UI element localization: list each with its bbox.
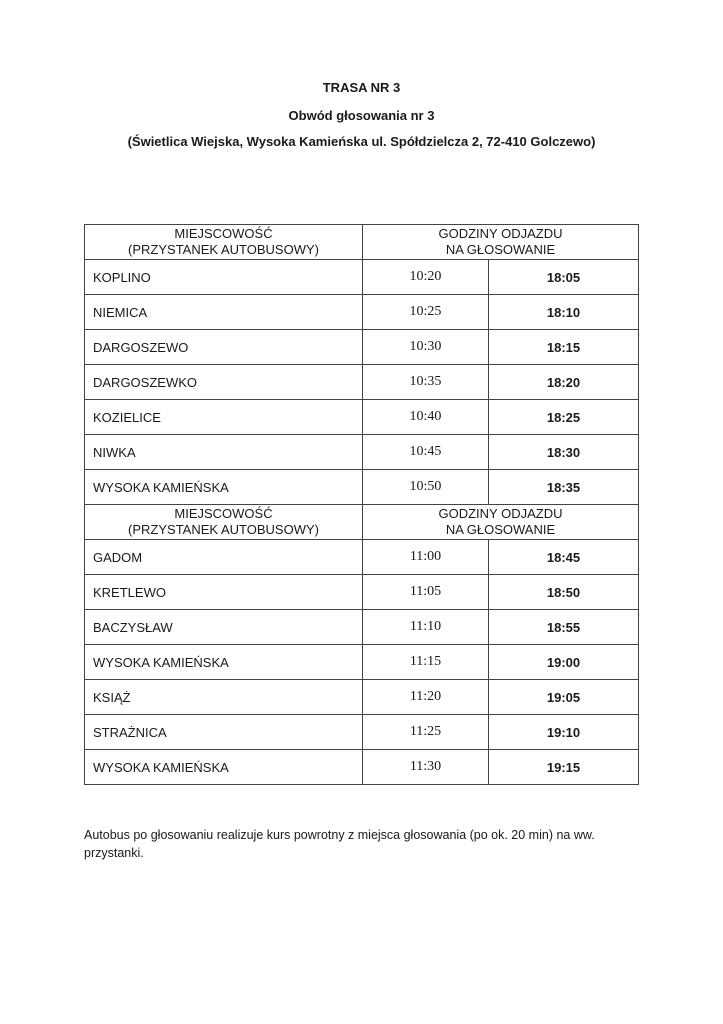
stop-name: DARGOSZEWO: [85, 330, 363, 365]
departure-time-1: 11:00: [363, 540, 489, 575]
departure-time-2: 19:10: [489, 715, 639, 750]
place-column-header: [85, 225, 363, 260]
times-header-line1: GODZINY ODJAZDU: [438, 226, 563, 241]
table-header: [85, 505, 639, 540]
table-row: [85, 645, 639, 680]
stop-name: BACZYSŁAW: [85, 610, 363, 645]
departure-time-1: 10:50: [363, 470, 489, 505]
departure-time-2: 18:50: [489, 575, 639, 610]
place-header-line1: MIEJSCOWOŚĆ: [174, 506, 273, 521]
page-subtitle: Obwód głosowania nr 3: [288, 108, 435, 123]
departure-time-1: 10:45: [363, 435, 489, 470]
departure-time-1: 10:30: [363, 330, 489, 365]
table-row: [85, 435, 639, 470]
table-row: [85, 400, 639, 435]
stop-name: NIWKA: [85, 435, 363, 470]
departure-time-2: 19:15: [489, 750, 639, 785]
place-column-header: [85, 505, 363, 540]
table-row: [85, 295, 639, 330]
place-header-line2: (PRZYSTANEK AUTOBUSOWY): [128, 522, 319, 537]
table-row: [85, 610, 639, 645]
table-row: [85, 470, 639, 505]
departure-time-1: 11:05: [363, 575, 489, 610]
departure-time-1: 11:30: [363, 750, 489, 785]
departure-time-1: 11:10: [363, 610, 489, 645]
place-header-line1: MIEJSCOWOŚĆ: [174, 226, 273, 241]
departure-time-2: 18:45: [489, 540, 639, 575]
departure-time-1: 11:20: [363, 680, 489, 715]
times-column-header: [363, 505, 639, 540]
table-row: [85, 540, 639, 575]
stop-name: WYSOKA KAMIEŃSKA: [85, 750, 363, 785]
stop-name: KOZIELICE: [85, 400, 363, 435]
departure-time-2: 18:35: [489, 470, 639, 505]
departure-time-2: 19:05: [489, 680, 639, 715]
stop-name: NIEMICA: [85, 295, 363, 330]
departure-time-1: 10:35: [363, 365, 489, 400]
departure-time-2: 19:00: [489, 645, 639, 680]
stop-name: DARGOSZEWKO: [85, 365, 363, 400]
departure-time-1: 11:25: [363, 715, 489, 750]
table-header: [85, 225, 639, 260]
departure-time-2: 18:30: [489, 435, 639, 470]
departure-time-1: 10:25: [363, 295, 489, 330]
departure-time-2: 18:05: [489, 260, 639, 295]
times-header-line2: NA GŁOSOWANIE: [445, 242, 556, 257]
departure-time-2: 18:20: [489, 365, 639, 400]
stop-name: STRAŻNICA: [85, 715, 363, 750]
departure-time-2: 18:10: [489, 295, 639, 330]
stop-name: KOPLINO: [85, 260, 363, 295]
times-header-line2: NA GŁOSOWANIE: [445, 522, 556, 537]
table-row: [85, 365, 639, 400]
times-header-line1: GODZINY ODJAZDU: [438, 506, 563, 521]
stop-name: GADOM: [85, 540, 363, 575]
departure-time-2: 18:15: [489, 330, 639, 365]
departure-time-1: 11:15: [363, 645, 489, 680]
departure-time-1: 10:20: [363, 260, 489, 295]
table-row: [85, 750, 639, 785]
table-row: [85, 575, 639, 610]
place-header-line2: (PRZYSTANEK AUTOBUSOWY): [128, 242, 319, 257]
table-row: [85, 330, 639, 365]
stop-name: WYSOKA KAMIEŃSKA: [85, 470, 363, 505]
stop-name: KRETLEWO: [85, 575, 363, 610]
stop-name: KSIĄŻ: [85, 680, 363, 715]
return-trip-note: Autobus po głosowaniu realizuje kurs powrotny z miejsca głosowania (po ok. 20 min) na ww. przystanki.: [84, 828, 595, 860]
page-title: TRASA NR 3: [322, 80, 401, 95]
bus-schedule-table: [84, 224, 639, 785]
times-column-header: [363, 225, 639, 260]
polling-address: (Świetlica Wiejska, Wysoka Kamieńska ul. Spółdzielcza 2, 72-410 Golczewo): [127, 134, 596, 149]
departure-time-2: 18:25: [489, 400, 639, 435]
stop-name: WYSOKA KAMIEŃSKA: [85, 645, 363, 680]
table-row: [85, 715, 639, 750]
departure-time-1: 10:40: [363, 400, 489, 435]
table-row: [85, 260, 639, 295]
departure-time-2: 18:55: [489, 610, 639, 645]
table-row: [85, 680, 639, 715]
